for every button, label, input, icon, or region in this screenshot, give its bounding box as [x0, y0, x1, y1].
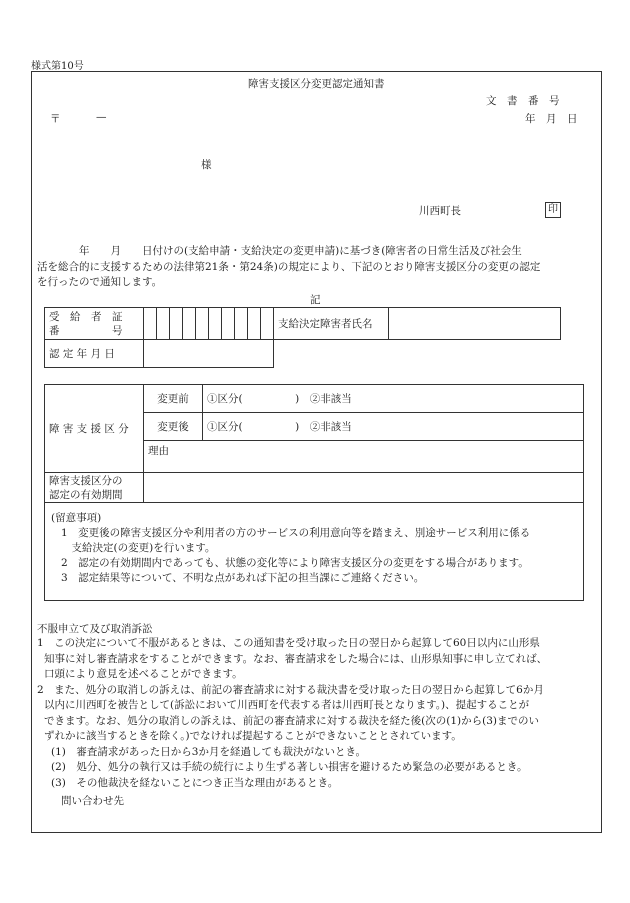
- recipient-number-label: 受 給 者 証 番 号: [45, 308, 144, 340]
- notes-box: [45, 503, 584, 601]
- after-options[interactable]: ①区分( ) ②非該当: [203, 413, 584, 441]
- body-line: を行ったので通知します。: [37, 276, 163, 288]
- appeal-line: (3) その他裁決を経ないことにつき正当な理由があるとき。: [51, 776, 339, 789]
- note-item: 支給決定(の変更)を行います。: [61, 542, 216, 554]
- appeal-title: 不服申立て及び取消訴訟: [37, 623, 153, 635]
- reason-field[interactable]: [144, 441, 584, 473]
- document-title: 障害支援区分変更認定通知書: [248, 78, 385, 90]
- issuer-name: 川西町長: [419, 205, 461, 217]
- appeal-line: 2 また、処分の取消しの訴えは、前記の審査請求に対する裁決書を受け取った日の翌日から起算して6か月: [37, 683, 544, 696]
- certification-date-label: 認 定 年 月 日: [45, 340, 144, 368]
- appeal-line: (1) 審査請求があった日から3か月を経過しても裁決がないとき。: [51, 745, 367, 758]
- recipient-name-field[interactable]: [389, 308, 561, 340]
- recipient-name-label: 支給決定障害者氏名: [274, 308, 389, 340]
- note-item: 2 認定の有効期間内であっても、状態の変化等により障害支援区分の変更をする場合があります。: [61, 557, 529, 569]
- validity-field[interactable]: [144, 473, 584, 503]
- appeal-text: [37, 636, 597, 791]
- category-table: [44, 384, 584, 601]
- seal-mark: [545, 202, 561, 218]
- notes-title: (留意事項): [51, 512, 102, 524]
- postal-dash: —: [96, 111, 107, 123]
- appeal-line: ずれかに該当するときを除く。)でなければ提起することができないこととされています。: [44, 730, 462, 742]
- appeal-line: 口頭により意見を述べることができます。: [44, 668, 243, 680]
- appeal-line: (2) 処分、処分の執行又は手続の続行により生ずる著しい損害を避けるため緊急の必要があるとき。: [51, 761, 528, 773]
- postal-mark: 〒: [50, 113, 61, 125]
- before-label: 変更前: [144, 385, 203, 413]
- recipient-number-cell[interactable]: [157, 308, 170, 340]
- date-label: 年 月 日: [525, 113, 578, 125]
- appeal-line: 知事に対し審査請求をすることができます。なお、審査請求をした場合には、山形県知事に申し立てれば、: [44, 652, 548, 665]
- body-text: [37, 244, 597, 291]
- category-label: 障 害 支 援 区 分: [45, 385, 144, 473]
- after-label: 変更後: [144, 413, 203, 441]
- appeal-line: 1 この決定について不服があるときは、この通知書を受け取った日の翌日から起算して60日以内に山形県: [37, 637, 540, 649]
- recipient-number-cell[interactable]: [261, 308, 274, 340]
- body-line: 活を総合的に支援するための法律第21条・第24条)の規定により、下記のとおり障害支援区分の変更の認定: [37, 260, 541, 273]
- recipient-number-cell[interactable]: [222, 308, 235, 340]
- body-line: 年 月 日付けの(支給申請・支給決定の変更申請)に基づき(障害者の日常生活及び社会生: [37, 245, 522, 257]
- recipient-number-cell[interactable]: [170, 308, 183, 340]
- note-item: 3 認定結果等について、不明な点があれば下記の担当課にご連絡ください。: [61, 572, 425, 584]
- recipient-number-cell[interactable]: [183, 308, 196, 340]
- recipient-number-cell[interactable]: [144, 308, 157, 340]
- recipient-number-cell[interactable]: [235, 308, 248, 340]
- certification-date-field[interactable]: [144, 340, 274, 368]
- recipient-number-cell[interactable]: [248, 308, 261, 340]
- document-number-label: 文 書 番 号: [486, 95, 560, 107]
- appeal-line: できます。なお、処分の取消しの訴えは、前記の審査請求に対する裁決を経た後(次の(1)から(3)までのい: [44, 714, 540, 727]
- seal-icon: 印: [545, 202, 561, 218]
- before-options[interactable]: ①区分( ) ②非該当: [203, 385, 584, 413]
- note-item: 1 変更後の障害支援区分や利用者の方のサービスの利用意向等を踏まえ、別途サービス利用に係る: [61, 527, 531, 539]
- reason-label: 理由: [148, 445, 169, 457]
- contact-label: 問い合わせ先: [61, 795, 124, 807]
- ki-heading: 記: [310, 294, 321, 306]
- recipient-number-cell[interactable]: [209, 308, 222, 340]
- recipient-number-cell[interactable]: [196, 308, 209, 340]
- appeal-line: 以内に川西町を被告として(訴訟において川西町を代表する者は川西町長となります。)、提起することが: [44, 699, 530, 711]
- recipient-table: [44, 307, 561, 368]
- form-number: 様式第10号: [31, 61, 84, 72]
- validity-label: 障害支援区分の 認定の有効期間: [45, 473, 144, 503]
- addressee-suffix: 様: [201, 159, 212, 171]
